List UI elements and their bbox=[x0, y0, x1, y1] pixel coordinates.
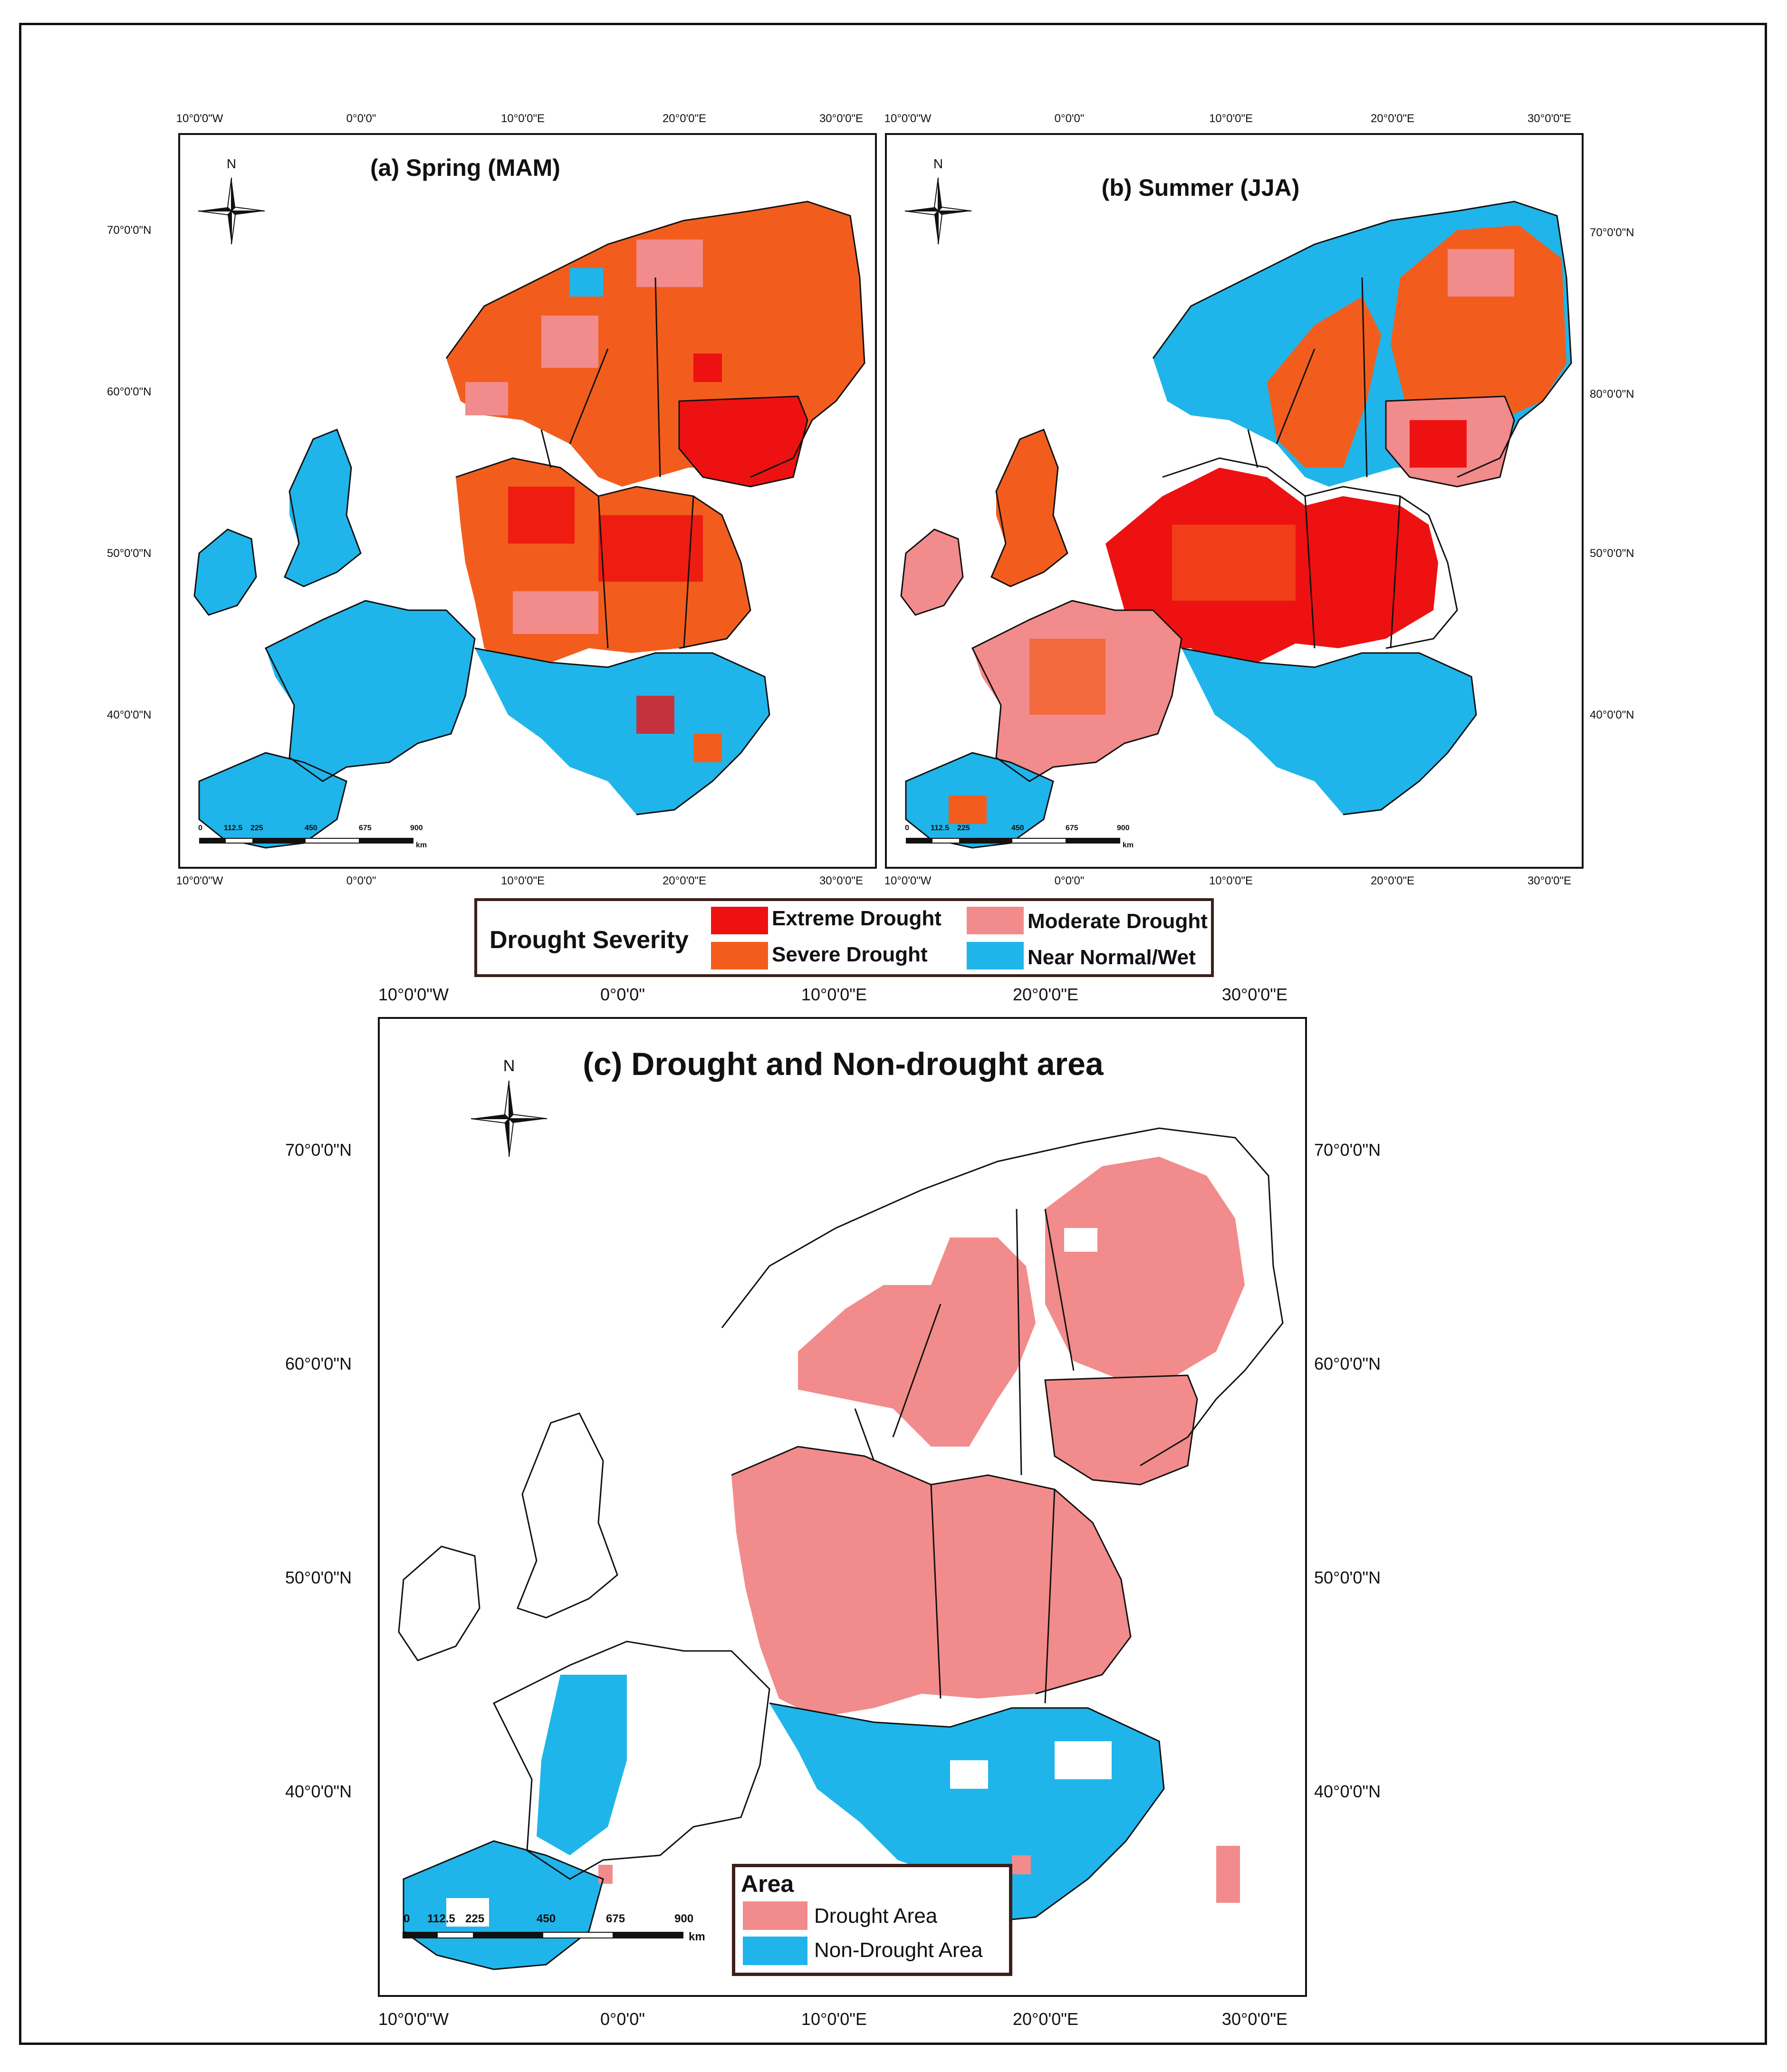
swatch-normal bbox=[967, 942, 1024, 969]
scale-label-225: 225 bbox=[250, 824, 263, 832]
scale-label-675: 675 bbox=[606, 1912, 625, 1925]
lon-tick: 10°0'0"E bbox=[1209, 112, 1253, 125]
lon-tick: 20°0'0"E bbox=[662, 112, 707, 125]
lat-tick: 40°0'0"N bbox=[285, 1782, 352, 1801]
map-panel-drought-area bbox=[378, 1017, 1307, 1997]
lon-tick: 20°0'0"E bbox=[1012, 2009, 1079, 2029]
lat-tick: 60°0'0"N bbox=[285, 1354, 352, 1373]
map-panel-spring bbox=[178, 133, 877, 869]
scale-label-112: 112.5 bbox=[427, 1912, 455, 1925]
scale-label-900: 900 bbox=[674, 1912, 694, 1925]
legend-title: Area bbox=[741, 1871, 794, 1897]
lon-tick: 10°0'0"W bbox=[176, 874, 223, 887]
scale-label-900: 900 bbox=[1117, 824, 1130, 832]
region-ireland bbox=[901, 529, 963, 615]
region-ireland bbox=[194, 529, 256, 615]
legend-drought-severity bbox=[474, 898, 1214, 977]
scale-label-450: 450 bbox=[1011, 824, 1024, 832]
lat-tick: 40°0'0"N bbox=[1314, 1782, 1381, 1801]
region-italy-balkans bbox=[475, 648, 769, 815]
legend-label-non-drought-area: Non-Drought Area bbox=[814, 1938, 983, 1962]
scale-label-225: 225 bbox=[465, 1912, 485, 1925]
scale-label-0: 0 bbox=[404, 1912, 410, 1925]
lon-tick: 10°0'0"W bbox=[378, 985, 449, 1004]
lat-tick: 40°0'0"N bbox=[1590, 709, 1634, 721]
lon-tick: 10°0'0"W bbox=[884, 112, 932, 125]
scale-label-0: 0 bbox=[198, 824, 202, 832]
lat-tick: 50°0'0"N bbox=[107, 547, 152, 560]
lat-tick: 40°0'0"N bbox=[107, 709, 152, 721]
region-france bbox=[494, 1641, 769, 1879]
lon-tick: 10°0'0"E bbox=[500, 112, 545, 125]
scale-label-675: 675 bbox=[1066, 824, 1078, 832]
scale-unit: km bbox=[416, 841, 427, 849]
swatch-moderate bbox=[967, 907, 1024, 934]
legend-label-extreme: Extreme Drought bbox=[772, 907, 942, 930]
lon-tick: 10°0'0"E bbox=[801, 985, 867, 1004]
scale-bar bbox=[199, 834, 437, 848]
lon-tick: 0°0'0" bbox=[600, 2009, 645, 2029]
swatch-severe bbox=[711, 942, 768, 969]
scale-bar bbox=[906, 834, 1143, 848]
legend-label-drought-area: Drought Area bbox=[814, 1904, 938, 1928]
region-italy-balkans bbox=[1182, 648, 1476, 815]
lat-tick: 50°0'0"N bbox=[285, 1568, 352, 1587]
lat-tick: 50°0'0"N bbox=[1314, 1568, 1381, 1587]
panel-title-drought-area: (c) Drought and Non-drought area bbox=[583, 1046, 1104, 1082]
lon-tick: 0°0'0" bbox=[346, 874, 376, 887]
legend-area bbox=[732, 1864, 1012, 1976]
north-label: N bbox=[503, 1057, 515, 1075]
legend-label-moderate: Moderate Drought bbox=[1028, 910, 1208, 933]
scale-label-900: 900 bbox=[410, 824, 423, 832]
region-baltics-drought bbox=[1045, 1375, 1197, 1485]
lat-tick: 50°0'0"N bbox=[1590, 547, 1634, 560]
panel-title-summer: (b) Summer (JJA) bbox=[1101, 174, 1300, 201]
lon-tick: 10°0'0"W bbox=[378, 2009, 449, 2029]
lat-tick: 60°0'0"N bbox=[107, 385, 152, 398]
north-label: N bbox=[226, 156, 237, 171]
lat-tick: 70°0'0"N bbox=[1590, 226, 1634, 239]
lon-tick: 20°0'0"E bbox=[662, 874, 707, 887]
lon-tick: 30°0'0"E bbox=[1527, 874, 1572, 887]
scale-label-225: 225 bbox=[957, 824, 970, 832]
lon-tick: 10°0'0"E bbox=[801, 2009, 867, 2029]
region-ireland bbox=[399, 1546, 480, 1660]
map-panel-summer bbox=[885, 133, 1584, 869]
lon-tick: 30°0'0"E bbox=[819, 112, 864, 125]
scale-label-450: 450 bbox=[305, 824, 317, 832]
region-france bbox=[266, 601, 475, 781]
lon-tick: 20°0'0"E bbox=[1370, 112, 1415, 125]
lat-tick: 70°0'0"N bbox=[107, 224, 152, 237]
lon-tick: 30°0'0"E bbox=[819, 874, 864, 887]
lon-tick: 0°0'0" bbox=[1054, 112, 1085, 125]
lon-tick: 0°0'0" bbox=[1054, 874, 1085, 887]
scale-label-450: 450 bbox=[537, 1912, 556, 1925]
swatch-extreme bbox=[711, 907, 768, 934]
scale-label-675: 675 bbox=[359, 824, 372, 832]
legend-label-severe: Severe Drought bbox=[772, 943, 928, 966]
legend-label-normal: Near Normal/Wet bbox=[1028, 946, 1196, 969]
lon-tick: 30°0'0"E bbox=[1221, 985, 1288, 1004]
lat-tick: 60°0'0"N bbox=[1314, 1354, 1381, 1373]
lon-tick: 20°0'0"E bbox=[1370, 874, 1415, 887]
map-europe-summer bbox=[887, 135, 1582, 867]
legend-title: Drought Severity bbox=[490, 926, 689, 954]
scale-label-0: 0 bbox=[905, 824, 909, 832]
scale-unit: km bbox=[1123, 841, 1134, 849]
region-finland-drought bbox=[1045, 1157, 1245, 1380]
scale-unit: km bbox=[689, 1930, 705, 1943]
swatch-drought-area bbox=[743, 1901, 807, 1930]
lon-tick: 0°0'0" bbox=[346, 112, 376, 125]
lon-tick: 10°0'0"E bbox=[500, 874, 545, 887]
lat-tick: 80°0'0"N bbox=[1590, 388, 1634, 401]
scale-bar bbox=[403, 1928, 707, 1944]
scale-label-112: 112.5 bbox=[931, 824, 950, 832]
lat-tick: 70°0'0"N bbox=[1314, 1140, 1381, 1160]
lon-tick: 30°0'0"E bbox=[1221, 2009, 1288, 2029]
lon-tick: 10°0'0"W bbox=[176, 112, 223, 125]
lon-tick: 30°0'0"E bbox=[1527, 112, 1572, 125]
map-europe-drought-area bbox=[380, 1019, 1305, 1995]
scale-label-112: 112.5 bbox=[224, 824, 243, 832]
lon-tick: 20°0'0"E bbox=[1012, 985, 1079, 1004]
lat-tick: 70°0'0"N bbox=[285, 1140, 352, 1160]
lon-tick: 10°0'0"W bbox=[884, 874, 932, 887]
lon-tick: 10°0'0"E bbox=[1209, 874, 1253, 887]
lon-tick: 0°0'0" bbox=[600, 985, 645, 1004]
swatch-non-drought-area bbox=[743, 1937, 807, 1965]
map-europe-spring bbox=[180, 135, 875, 867]
panel-title-spring: (a) Spring (MAM) bbox=[370, 154, 560, 181]
north-label: N bbox=[933, 156, 943, 171]
